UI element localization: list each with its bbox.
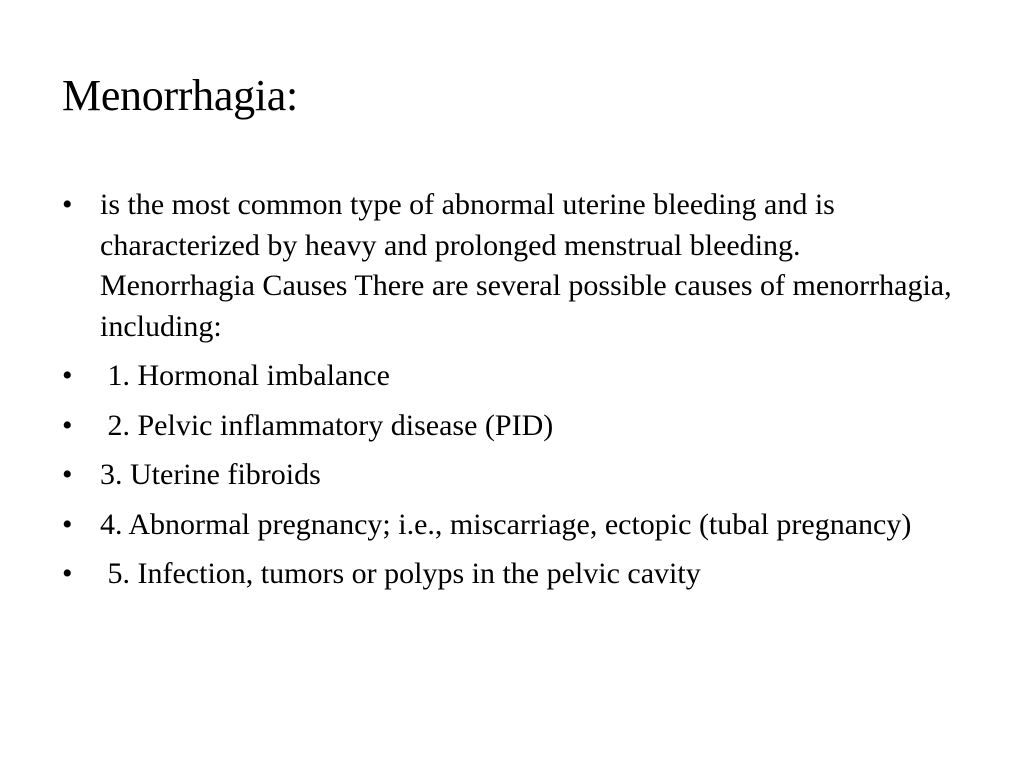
bullet-text: is the most common type of abnormal uterine bleeding and is characterized by heavy and prolonged menstrual bleeding. Menorrhagia Causes There are several possible causes of menorrhagia, including:	[100, 188, 960, 343]
bullet-icon: •	[62, 458, 73, 491]
bullet-text: 4. Abnormal pregnancy; i.e., miscarriage, ectopic (tubal pregnancy)	[100, 507, 912, 541]
bullet-item-abnormal-pregnancy	[62, 505, 962, 546]
bullet-text: 5. Infection, tumors or polyps in the pelvic cavity	[100, 557, 701, 590]
bullet-item-hormonal-imbalance	[62, 356, 962, 397]
bullet-icon: •	[62, 507, 73, 541]
bullet-icon: •	[62, 408, 73, 442]
bullet-item-uterine-fibroids	[62, 455, 962, 496]
bullet-item-definition	[62, 185, 962, 347]
bullet-item-pid	[62, 406, 962, 447]
bullet-list	[62, 185, 962, 604]
bullet-icon: •	[62, 188, 73, 221]
bullet-text: 2. Pelvic inflammatory disease (PID)	[100, 408, 554, 442]
slide-title: Menorrhagia:	[62, 71, 298, 120]
bullet-text: 3. Uterine fibroids	[100, 458, 321, 491]
bullet-icon: •	[62, 359, 73, 392]
bullet-icon: •	[62, 557, 73, 590]
bullet-item-infection	[62, 554, 962, 595]
bullet-text: 1. Hormonal imbalance	[100, 359, 390, 392]
